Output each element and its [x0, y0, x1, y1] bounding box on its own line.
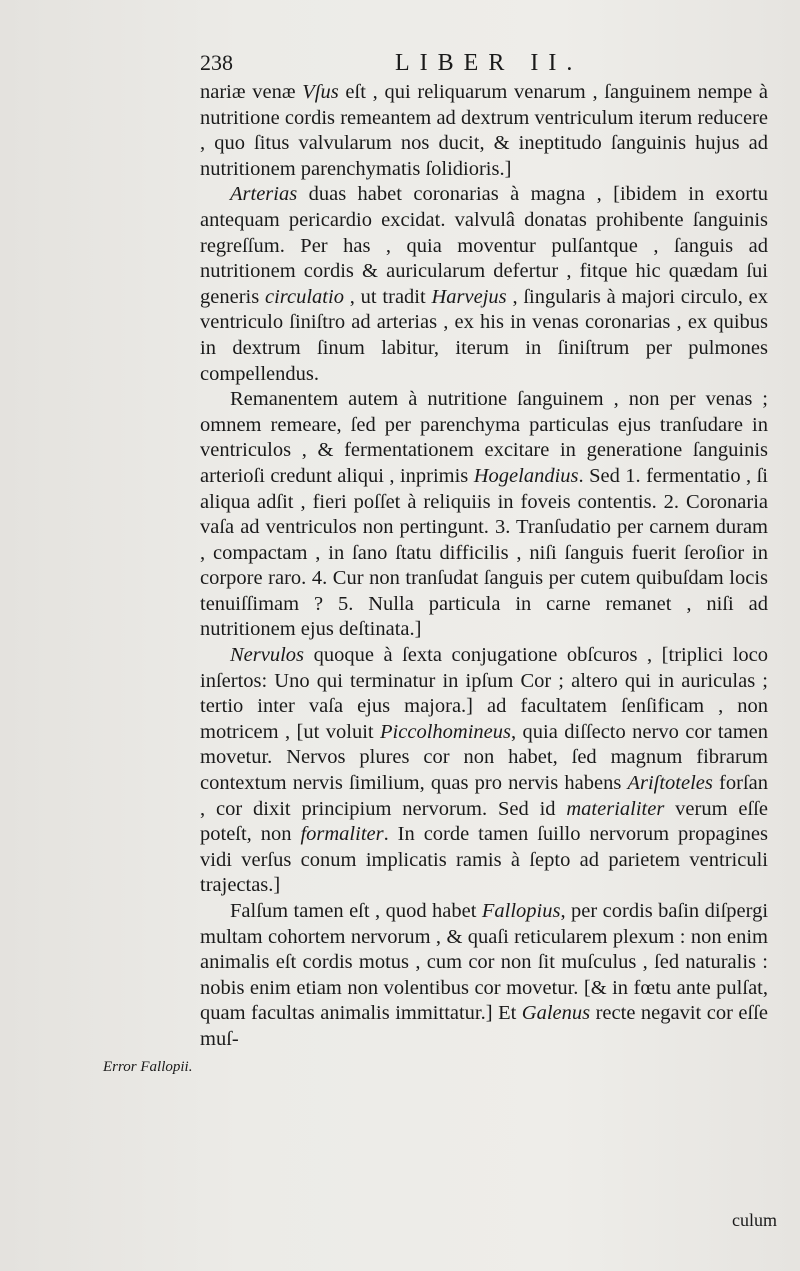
italic-term: Piccolhomineus — [380, 720, 511, 743]
paragraph — [200, 182, 768, 387]
italic-term: Arterias — [230, 183, 298, 206]
text-run: Remanentem autem à nutritione ſanguinem , non per venas ; omnem remeare, ſed per parenchyma particulas ejus tranſudare in ventriculos , & fermentationem excitare in generatione ſanguinis arterioſi credunt aliqui , inprimis — [200, 388, 768, 487]
text-run: , ut tradit — [343, 285, 432, 308]
marginal-note: Error Fallopii. — [103, 1059, 193, 1075]
page-number: 238 — [200, 50, 233, 75]
paragraph — [200, 80, 768, 182]
text-run: nariæ venæ — [200, 81, 303, 103]
paragraph — [200, 643, 768, 899]
catchword: culum — [732, 1210, 777, 1230]
paragraph — [200, 387, 768, 643]
paragraph — [200, 899, 768, 1053]
text-run: duas habet coronarias à magna , [ibidem in exortu antequam pericardio excidat. valvulâ donatas prohibente ſanguinis regreſſum. Per has , quia moventur pulſantque , ſanguis ad nutritionem cordis & auricularum defertur , fitque hic quædam ſui generis — [200, 183, 768, 308]
italic-term: materialiter — [566, 797, 665, 820]
italic-term: Fallopius — [481, 900, 561, 922]
italic-term: Nervulos — [230, 644, 305, 667]
page-header — [200, 50, 770, 80]
text-run: quoque à ſexta conjugatione obſcuros , [triplici loco inſertos: Uno qui terminatur in ipſum Cor ; altero qui in auriculas ; tertio inter vaſa ejus majora.] ad facultatem ſenſificam , non motricem , [ut voluit — [200, 644, 768, 743]
text-run: . Sed 1. fermentatio , ſi aliqua adſit , fieri poſſet à reliquiis in foveis contentis. 2. Coronaria vaſa ad ventriculos non pertingunt. 3. Tranſudatio per carnem duram , compactam , in ſano ſtatu difficilis , niſi ſanguis fuerit ſeroſior in corpore raro. 4. Cur non tranſudat ſanguis per cutem quibuſdam locis tenuiſſimam ? 5. Nulla particula in carne remanet , niſi ad nutritionem ejus deſtinata.] — [200, 464, 768, 641]
text-run: verum eſſe poteſt, non — [200, 797, 768, 846]
text-run: recte negavit cor eſſe muſ- — [200, 1002, 768, 1050]
italic-term: Hogelandius — [473, 464, 579, 487]
italic-term: Harvejus — [431, 285, 507, 308]
text-run: , ſingularis à majori circulo, ex ventriculo ſiniſtro ad arterias , ex his in venas coronarias , ex quibus in dextrum ſinum labitur, iterum in ſiniſtrum per pulmones compellendus. — [200, 285, 768, 385]
text-run: , quia diſſecto nervo cor tamen movetur. Nervos plures cor non habet, ſed magnum fibrarum contextum nervis ſimilium, quas pro nervis habens — [200, 720, 768, 795]
italic-term: Galenus — [521, 1002, 591, 1025]
italic-term: formaliter — [300, 823, 384, 846]
text-run: Falſum tamen eſt , quod habet — [230, 900, 482, 922]
text-run: , per cordis baſin diſpergi multam cohortem nervorum , & quaſi reticularem plexum : non enim animalis eſt cordis motus , cum cor non ſit muſculus , ſed naturalis : nobis enim etiam non volentibus cor movetur. [& in fœtu ante pulſat, quam facultas animalis immittatur.] Et — [200, 900, 769, 1025]
main-text — [200, 80, 768, 1053]
running-title: LIBER II. — [395, 50, 583, 76]
text-run: eſt , qui reliquarum venarum , ſanguinem nempe à nutritione cordis remeantem ad dextrum ventriculum iterum reducere , quo ſitus valvularum nos ducit, & ineptitudo ſanguinis hujus ad nutritionem parenchymatis ſolidioris.] — [200, 81, 768, 180]
italic-term: Ariſtoteles — [627, 772, 713, 795]
italic-term: circulatio — [265, 285, 344, 308]
text-run: forſan , cor dixit principium nervorum. Sed id — [200, 772, 768, 820]
text-run: . In corde tamen ſuillo nervorum propagines vidi verſus conum implicatis ramis à ſepto ad parietem ventriculi trajectas.] — [200, 823, 769, 897]
italic-term: Vſus — [302, 81, 339, 103]
